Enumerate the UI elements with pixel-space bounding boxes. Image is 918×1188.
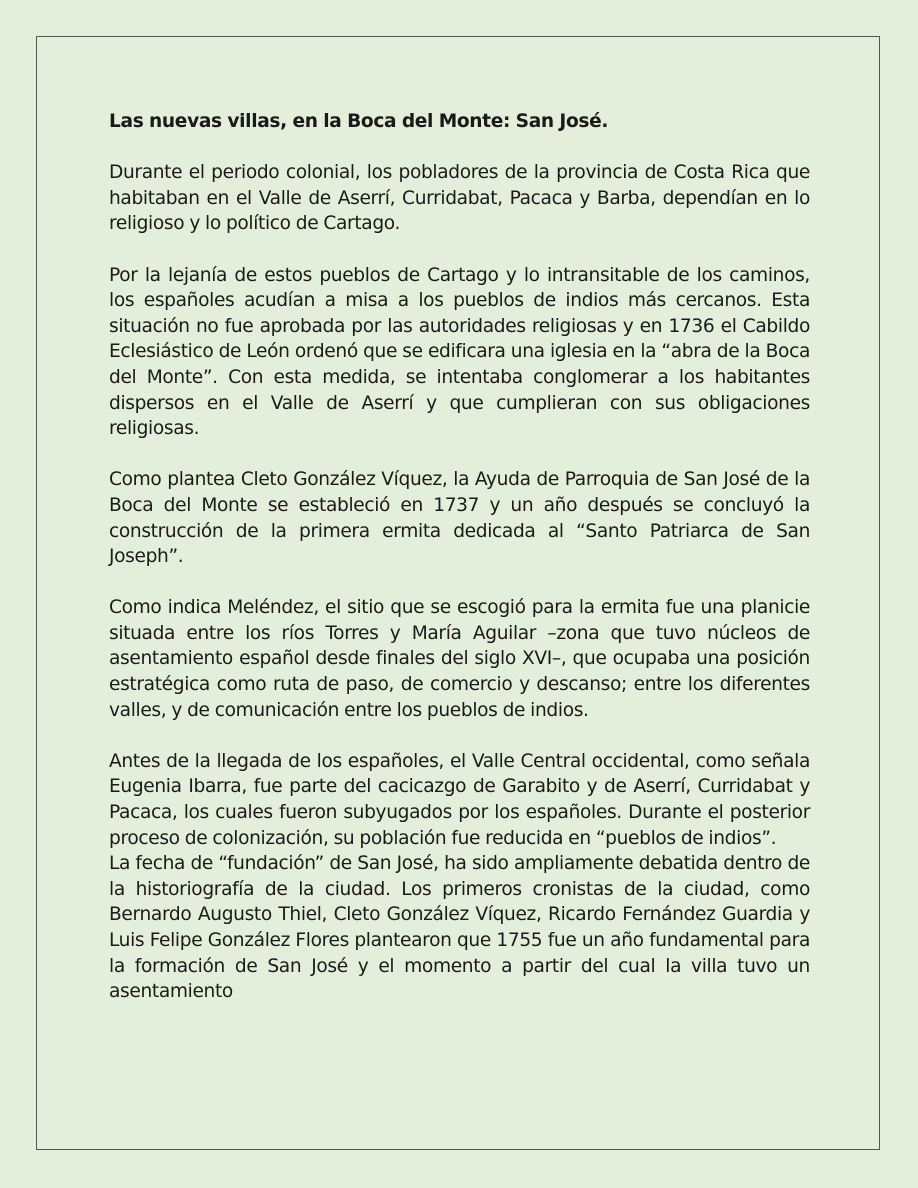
paragraph-4: Como indica Meléndez, el sitio que se escogió para la ermita fue una planicie situada entre los ríos Torres y María Aguilar –zona que tuvo núcleos de asentamiento español desde finales del siglo XVI–, que ocupaba una posición estratégica como ruta de paso, de comercio y descanso; entre los diferentes valles, y de comunicación entre los pueblos de indios.: [109, 597, 810, 721]
paragraph-5: Antes de la llegada de los españoles, el Valle Central occidental, como señala Eugenia Ibarra, fue parte del cacicazgo de Garabito y de Aserrí, Curridabat y Pacaca, los cuales fueron subyugados por los españoles. Durante el posterior proceso de colonización, su población fue reducida en “pueblos de indios”.: [109, 750, 810, 849]
document-title: Las nuevas villas, en la Boca del Monte: San José.: [109, 111, 609, 132]
paragraph-2: Por la lejanía de estos pueblos de Cartago y lo intransitable de los caminos, los españoles acudían a misa a los pueblos de indios más cercanos. Esta situación no fue aprobada por las autoridades religiosas y en 1736 el Cabildo Eclesiástico de León ordenó que se edificara una iglesia en la “abra de la Boca del Monte”. Con esta medida, se intentaba conglomerar a los habitantes dispersos en el Valle de Aserrí y que cumplieran con sus obligaciones religiosas.: [109, 264, 810, 440]
paragraph-1: Durante el periodo colonial, los pobladores de la provincia de Costa Rica que habitaban en el Valle de Aserrí, Curridabat, Pacaca y Barba, dependían en lo religioso y lo político de Cartago.: [109, 162, 810, 235]
paragraph-6: La fecha de “fundación” de San José, ha sido ampliamente debatida dentro de la historiografía de la ciudad. Los primeros cronistas de la ciudad, como Bernardo Augusto Thiel, Cleto González Víquez, Ricardo Fernández Guardia y Luis Felipe González Flores plantearon que 1755 fue un año fundamental para la formación de San José y el momento a partir del cual la villa tuvo un asentamiento: [109, 853, 810, 1003]
document-body: [109, 109, 810, 1005]
paragraph-3: Como plantea Cleto González Víquez, la Ayuda de Parroquia de San José de la Boca del Monte se estableció en 1737 y un año después se concluyó la construcción de la primera ermita dedicada al “Santo Patriarca de San Joseph”.: [109, 469, 810, 568]
